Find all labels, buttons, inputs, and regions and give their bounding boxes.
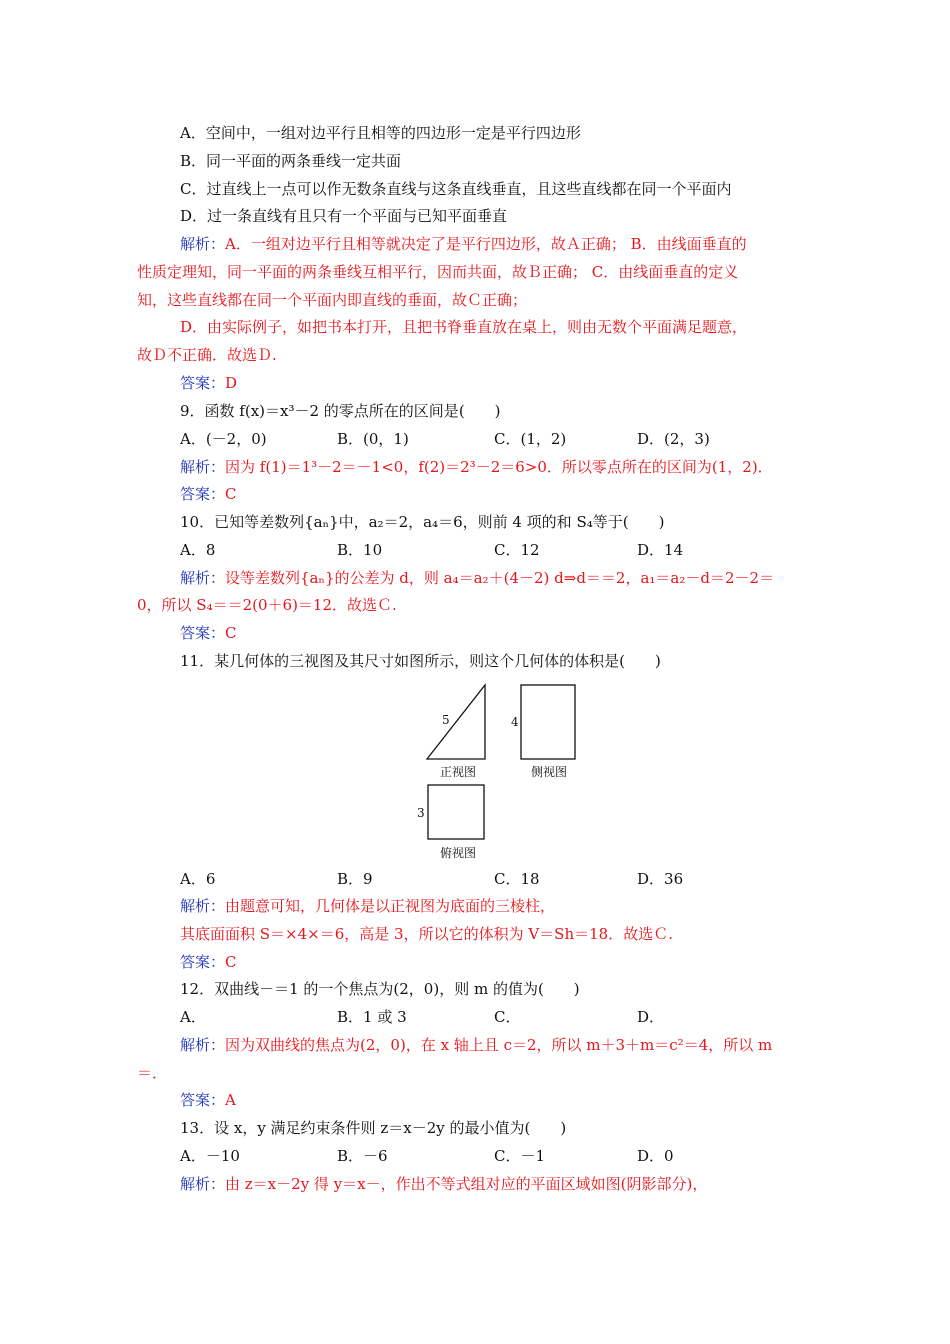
q12-stem: 12．双曲线－＝1 的一个焦点为(2，0)，则 m 的值为( ) [180, 980, 580, 998]
answer-label: 答案： [180, 1091, 226, 1109]
q12-option-a: A． [180, 1008, 206, 1026]
q10-option-d: D．14 [637, 541, 684, 559]
q8-analysis-line-4: D．由实际例子，如把书本打开，且把书脊垂直放在桌上，则由无数个平面满足题意， [180, 318, 748, 336]
q9-analysis [180, 457, 773, 477]
side-view-caption: 侧视图 [531, 765, 568, 779]
q11-option-d: D．36 [637, 870, 684, 888]
answer-label: 答案： [180, 374, 226, 392]
analysis-text: A．一组对边平行且相等就决定了是平行四边形，故Ａ正确； B．由线面垂直的 [225, 235, 747, 253]
analysis-text: 因为双曲线的焦点为(2，0)，在 x 轴上且 c＝2，所以 m＋3＋m＝c²＝4，所以 m [225, 1036, 773, 1054]
q13-stem: 13．设 x，y 满足约束条件则 z＝x－2y 的最小值为( ) [180, 1119, 567, 1137]
q9-options [180, 429, 820, 449]
q13-option-c: C．－1 [494, 1147, 546, 1165]
q11-answer [180, 952, 237, 972]
q8-analysis-line-2: 性质定理知，同一平面的两条垂线互相平行，因而共面，故Ｂ正确； C．由线面垂直的定义 [137, 263, 739, 281]
analysis-label: 解析： [180, 569, 226, 587]
top-view-dimension: 3 [417, 806, 425, 820]
front-view-triangle [427, 685, 485, 759]
q8-analysis-line-5: 故Ｄ不正确．故选Ｄ. [137, 346, 277, 364]
q9-option-a: A．(－2，0) [180, 430, 267, 448]
answer-label: 答案： [180, 485, 226, 503]
analysis-label: 解析： [180, 897, 226, 915]
q12-option-c: C． [494, 1008, 521, 1026]
q12-option-d: D． [637, 1008, 665, 1026]
q13-options [180, 1146, 820, 1166]
analysis-label: 解析： [180, 458, 226, 476]
q11-option-c: C．18 [494, 870, 540, 888]
q10-option-b: B．10 [337, 541, 383, 559]
analysis-text: 由题意可知，几何体是以正视图为底面的三棱柱， [225, 897, 556, 915]
q8-option-b: B．同一平面的两条垂线一定共面 [180, 152, 402, 170]
analysis-text: 由 z＝x－2y 得 y＝x－，作出不等式组对应的平面区域如图(阴影部分)， [225, 1175, 708, 1193]
q8-analysis-line-1 [180, 234, 747, 254]
q11-options [180, 869, 820, 889]
q13-option-a: A．－10 [180, 1147, 240, 1165]
q12-analysis-line-2: ＝． [137, 1064, 168, 1082]
q11-analysis-line-1 [180, 896, 555, 916]
q12-options [180, 1007, 820, 1027]
q12-answer [180, 1090, 236, 1110]
answer-value: A [225, 1091, 236, 1109]
q11-option-a: A．6 [180, 870, 216, 888]
front-view-dimension: 5 [442, 713, 450, 727]
q8-option-a: A．空间中，一组对边平行且相等的四边形一定是平行四边形 [180, 124, 581, 142]
q8-answer [180, 373, 237, 393]
answer-label: 答案： [180, 624, 226, 642]
side-view-rectangle [521, 685, 575, 759]
analysis-label: 解析： [180, 1175, 226, 1193]
analysis-label: 解析： [180, 235, 226, 253]
q12-option-b: B．1 或 3 [337, 1008, 407, 1026]
q9-option-c: C．(1，2) [494, 430, 567, 448]
top-view-caption: 俯视图 [440, 846, 477, 860]
q12-analysis-line-1 [180, 1035, 772, 1055]
q13-option-d: D．0 [637, 1147, 674, 1165]
q10-analysis-line-2: 0，所以 S₄＝＝2(0＋6)＝12．故选Ｃ. [137, 596, 397, 614]
q13-option-b: B．－6 [337, 1147, 388, 1165]
analysis-label: 解析： [180, 1036, 226, 1054]
side-view-dimension: 4 [511, 715, 519, 729]
q13-analysis [180, 1174, 707, 1194]
q8-option-d: D．过一条直线有且只有一个平面与已知平面垂直 [180, 207, 508, 225]
q10-stem: 10．已知等差数列{aₙ}中，a₂＝2，a₄＝6，则前 4 项的和 S₄等于( ) [180, 513, 665, 531]
q10-option-c: C．12 [494, 541, 540, 559]
q9-option-b: B．(0，1) [337, 430, 409, 448]
q8-analysis-line-3: 知，这些直线都在同一个平面内即直线的垂面，故Ｃ正确； [137, 291, 528, 309]
answer-value: C [225, 624, 237, 642]
analysis-text: 设等差数列{aₙ}的公差为 d，则 a₄＝a₂＋(4－2) d⇒d＝＝2，a₁＝a₂－d＝2－2＝ [225, 569, 775, 587]
analysis-text: 因为 f(1)＝1³－2＝－1<0，f(2)＝2³－2＝6>0．所以零点所在的区间为(1，2)． [225, 458, 773, 476]
q9-stem: 9．函数 f(x)＝x³－2 的零点所在的区间是( ) [180, 402, 501, 420]
q9-answer [180, 484, 237, 504]
answer-value: D [225, 374, 238, 392]
front-view-caption: 正视图 [440, 765, 477, 779]
q10-analysis-line-1 [180, 568, 774, 588]
q10-option-a: A．8 [180, 541, 216, 559]
q9-option-d: D．(2，3) [637, 430, 710, 448]
top-view-square [428, 785, 484, 839]
q11-analysis-line-2: 其底面面积 S＝×4×＝6，高是 3，所以它的体积为 V＝Sh＝18．故选Ｃ. [180, 925, 673, 943]
answer-value: C [225, 953, 237, 971]
q11-option-b: B．9 [337, 870, 373, 888]
answer-label: 答案： [180, 953, 226, 971]
q8-option-c: C．过直线上一点可以作无数条直线与这条直线垂直，且这些直线都在同一个平面内 [180, 180, 732, 198]
q11-stem: 11．某几何体的三视图及其尺寸如图所示，则这个几何体的体积是( ) [180, 652, 661, 670]
q10-options [180, 540, 820, 560]
q10-answer [180, 623, 237, 643]
answer-value: C [225, 485, 237, 503]
